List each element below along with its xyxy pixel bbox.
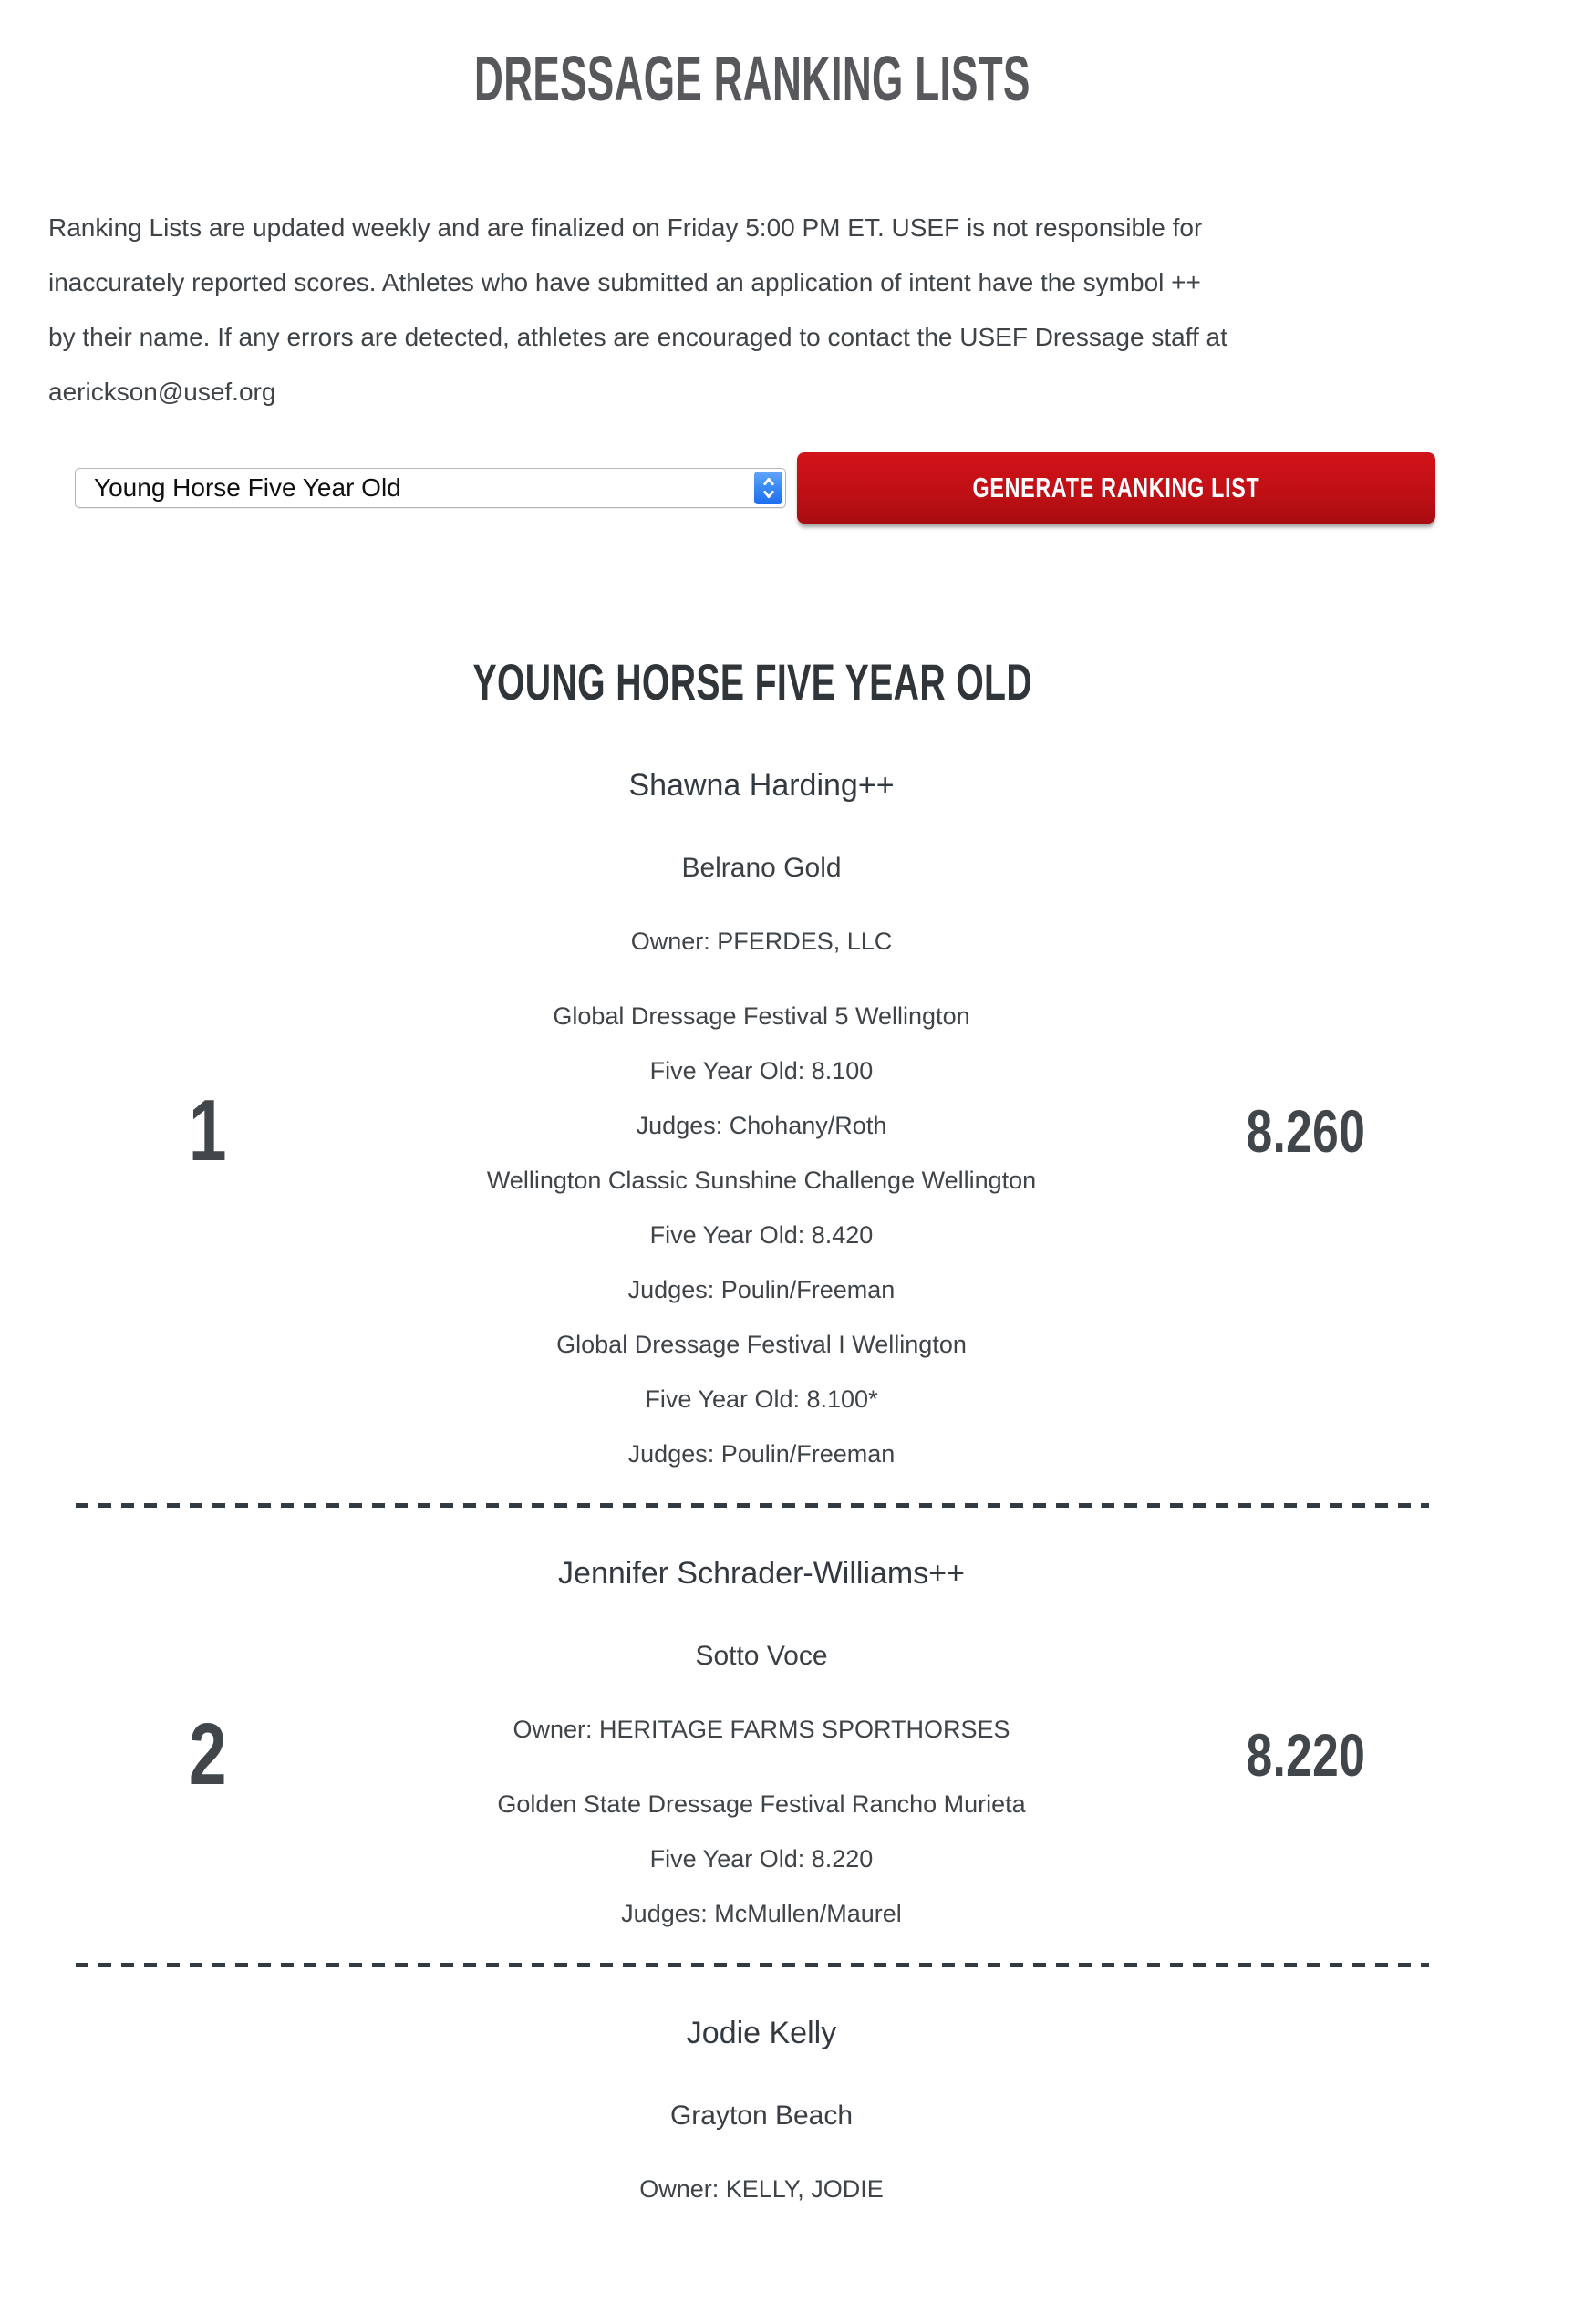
show-judges: Judges: Poulin/Freeman: [627, 1276, 896, 1303]
athlete-name: Jennifer Schrader-Williams++: [558, 1556, 965, 1591]
score-column: [1155, 767, 1456, 1494]
select-selected-value: Young Horse Five Year Old: [94, 473, 401, 502]
show-judges: Judges: McMullen/Maurel: [621, 1900, 902, 1927]
score-column: [1155, 2015, 1456, 2249]
show-list: [368, 1790, 1155, 1928]
page-title-text: DRESSAGE RANKING LISTS: [474, 43, 1030, 114]
owner-label: Owner: PFERDES, LLC: [630, 928, 893, 955]
dashed-divider: [76, 1503, 1429, 1508]
horse-name: Grayton Beach: [669, 2101, 854, 2131]
dashed-divider: [76, 1963, 1429, 1967]
intro-line: by their name. If any errors are detected, athletes are encouraged to contact the USEF Dressage staff at: [48, 323, 1227, 351]
show-judges: Judges: Chohany/Roth: [636, 1112, 887, 1139]
generate-button-label: GENERATE RANKING LIST: [972, 472, 1260, 503]
entry-rank: 2: [188, 1705, 228, 1803]
show-score: Five Year Old: 8.100*: [645, 1385, 878, 1413]
page-title: [48, 42, 1456, 115]
ranking-controls: [48, 452, 1456, 524]
score-column: [1155, 1555, 1456, 1954]
owner-label: Owner: KELLY, JODIE: [639, 2175, 884, 2203]
section-heading: [48, 651, 1456, 712]
ranking-entry: [48, 1555, 1456, 1954]
horse-name: Belrano Gold: [681, 853, 842, 883]
ranking-entry: [48, 767, 1456, 1494]
select-up-down-icon[interactable]: [754, 472, 782, 504]
show-judges: Judges: Poulin/Freeman: [627, 1440, 896, 1468]
show-name: Global Dressage Festival 5 Wellington: [553, 1002, 970, 1030]
section-heading-text: YOUNG HORSE FIVE YEAR OLD: [472, 653, 1032, 711]
rank-column: [48, 1555, 368, 1954]
entry-details: [368, 1555, 1155, 1954]
ranking-list: [48, 767, 1456, 2249]
ranking-list-select[interactable]: [75, 468, 786, 508]
ranking-entry: [48, 2015, 1456, 2249]
entry-rank: 1: [188, 1081, 228, 1179]
intro-line: inaccurately reported scores. Athletes who have submitted an application of intent have the symbol ++: [48, 268, 1201, 296]
intro-line: aerickson@usef.org: [48, 378, 276, 406]
rank-column: [48, 767, 368, 1494]
show-block: [368, 1330, 1155, 1468]
owner-label: Owner: HERITAGE FARMS SPORTHORSES: [513, 1716, 1010, 1743]
show-block: [368, 1001, 1155, 1140]
entry-score: 8.260: [1246, 1096, 1366, 1165]
intro-paragraph: [48, 201, 1456, 420]
show-name: Global Dressage Festival I Wellington: [556, 1331, 967, 1358]
generate-ranking-list-button[interactable]: [797, 452, 1435, 524]
show-score: Five Year Old: 8.420: [649, 1221, 874, 1249]
show-name: Wellington Classic Sunshine Challenge Wellington: [486, 1167, 1037, 1194]
athlete-name: Shawna Harding++: [628, 768, 895, 803]
entry-details: [368, 2015, 1155, 2249]
rank-column: [48, 2015, 368, 2249]
show-list: [368, 1001, 1155, 1468]
entry-score: 8.220: [1246, 1720, 1366, 1789]
entry-details: [368, 767, 1155, 1494]
show-block: [368, 1790, 1155, 1928]
show-score: Five Year Old: 8.220: [649, 1845, 874, 1873]
show-score: Five Year Old: 8.100: [649, 1057, 874, 1084]
show-block: [368, 1166, 1155, 1304]
intro-line: Ranking Lists are updated weekly and are finalized on Friday 5:00 PM ET. USEF is not responsible for: [48, 213, 1203, 242]
athlete-name: Jodie Kelly: [686, 2016, 837, 2050]
show-name: Golden State Dressage Festival Rancho Murieta: [497, 1790, 1026, 1818]
horse-name: Sotto Voce: [695, 1641, 828, 1671]
